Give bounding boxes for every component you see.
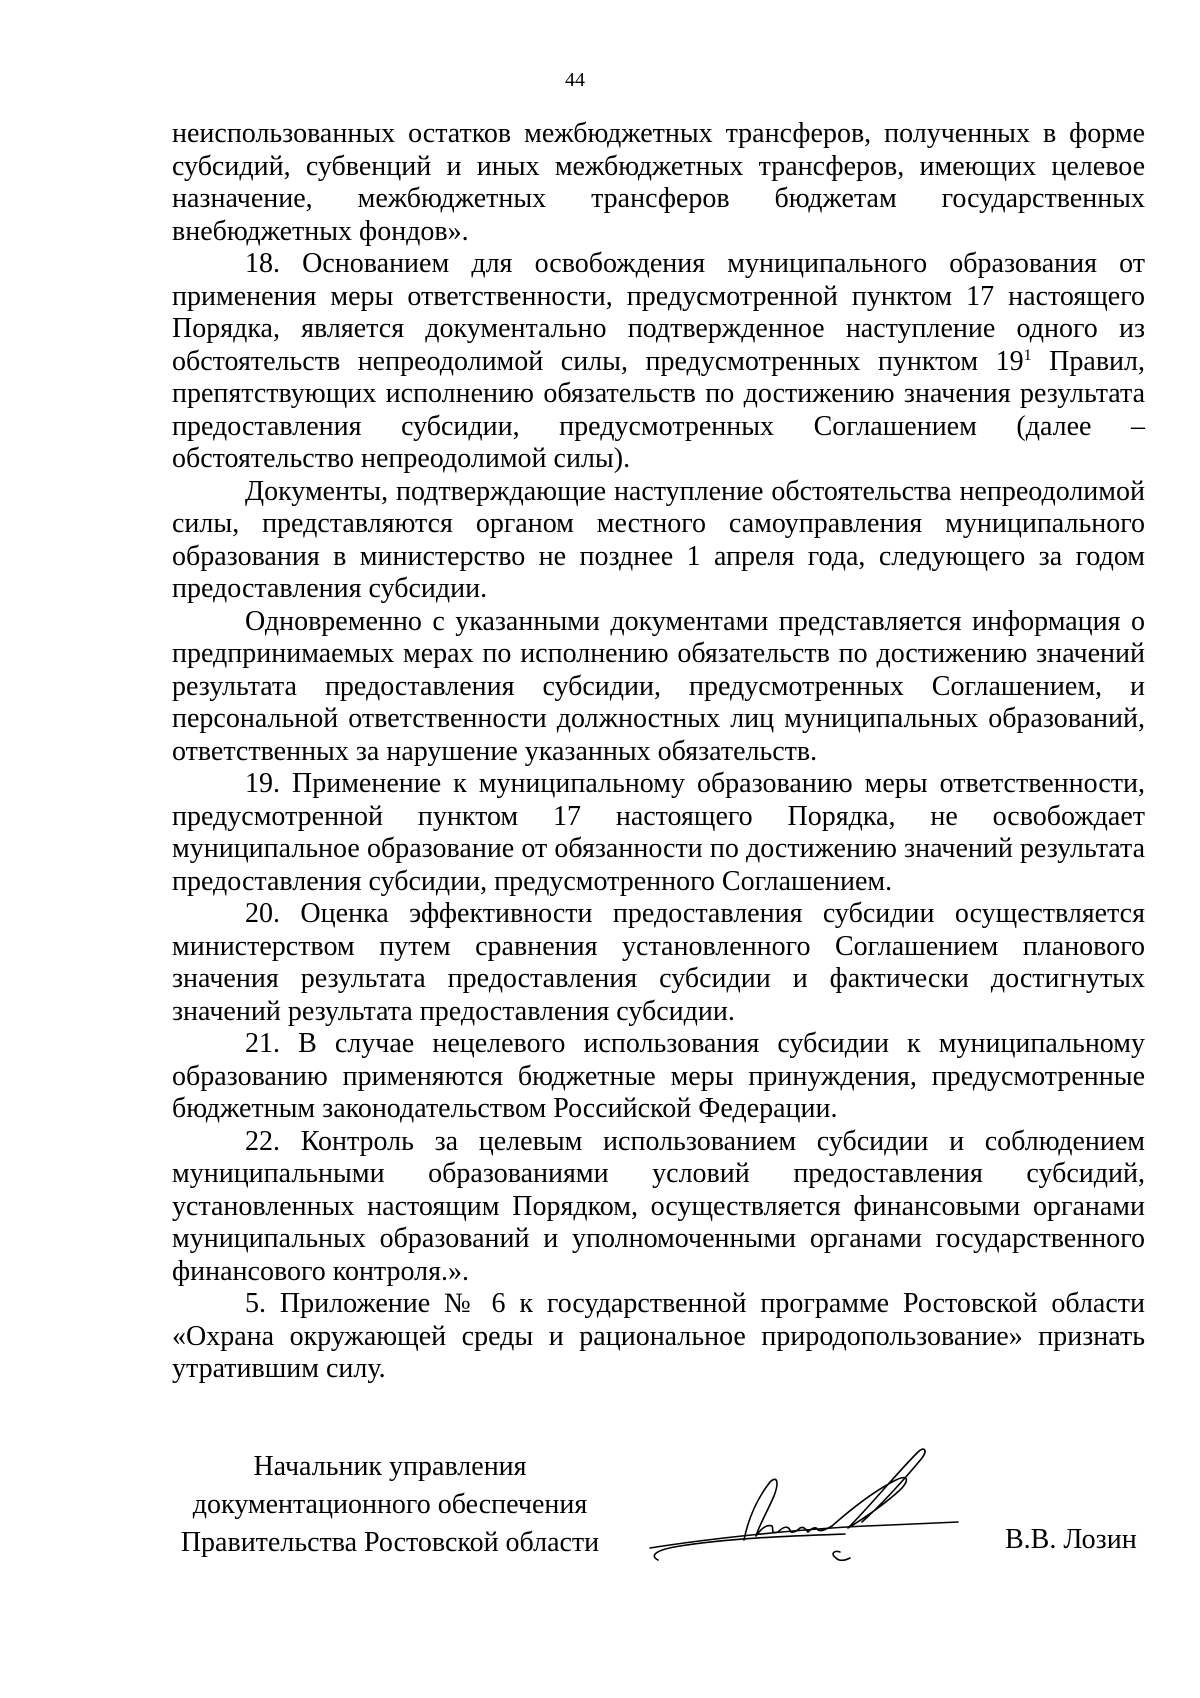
paragraph-item-5: 5. Приложение № 6 к государственной программе Ростовской области «Охрана окружающей среды и рациональное природопользование» признать утратившим силу.: [172, 1288, 1145, 1384]
paragraph-item-21: 21. В случае нецелевого использования субсидии к муниципальному образованию применяются бюджетные меры принуждения, предусмотренные бюджетным законодательством Российской Федерации.: [172, 1028, 1145, 1124]
paragraph-text: 18. Основанием для освобождения муниципального образования от применения меры ответственности, предусмотренной пунктом 17 настоящего Порядка, является документально подтвержденное наступление одного из обстоятельств непреодолимой силы, предусмотренных пунктом 19: [172, 248, 1145, 377]
signatory-position-line: Правительства Ростовской области: [180, 1527, 600, 1558]
paragraph-continuation: неиспользованных остатков межбюджетных трансферов, полученных в форме субсидий, субвенций и иных межбюджетных трансферов, имеющих целевое назначение, межбюджетных трансферов бюджетам государственных внебюджетных фондов».: [172, 118, 1145, 247]
paragraph-item-22: 22. Контроль за целевым использованием субсидии и соблюдением муниципальными образованиями условий предоставления субсидий, установленных настоящим Порядком, осуществляется финансовыми органами муниципальных образований и уполномоченными органами государственного финансового контроля.».: [172, 1125, 1145, 1287]
paragraph-item-20: 20. Оценка эффективности предоставления субсидии осуществляется министерством путем сравнения установленного Соглашением планового значения результата предоставления субсидии и фактически достигнутых значений результата предоставления субсидии.: [172, 898, 1145, 1027]
page-number: 44: [565, 69, 585, 91]
paragraph-simultaneously: Одновременно с указанными документами представляется информация о предпринимаемых мерах по исполнению обязательств по достижению значений результата предоставления субсидии, предусмотренных Соглашением, и персональной ответственности должностных лиц муниципальных образований, ответственных за нарушение указанных обязательств.: [172, 605, 1145, 767]
signature-block: [0, 1448, 1200, 1648]
document-body: [172, 118, 1145, 1386]
handwritten-signature: [640, 1440, 990, 1575]
signatory-position-line: документационного обеспечения: [192, 1489, 588, 1520]
paragraph-documents: Документы, подтверждающие наступление обстоятельства непреодолимой силы, представляются органом местного самоуправления муниципального образования в министерство не позднее 1 апреля года, следующего за годом предоставления субсидии.: [172, 475, 1145, 604]
signatory-name: В.В. Лозин: [1005, 1524, 1137, 1555]
signatory-position-line: Начальник управления: [253, 1451, 527, 1482]
paragraph-item-19: 19. Применение к муниципальному образованию меры ответственности, предусмотренной пунктом 17 настоящего Порядка, не освобождает муниципальное образование от обязанности по достижению значений результата предоставления субсидии, предусмотренного Соглашением.: [172, 768, 1145, 897]
paragraph-item-18: [172, 248, 1145, 476]
signatory-position: [170, 1448, 610, 1562]
footnote-superscript: 1: [1023, 346, 1032, 364]
paragraph-text: Правил, препятствующих исполнению обязательств по достижению значения результата предоставления субсидии, предусмотренных Соглашением (далее – обстоятельство непреодолимой силы).: [172, 345, 1146, 474]
